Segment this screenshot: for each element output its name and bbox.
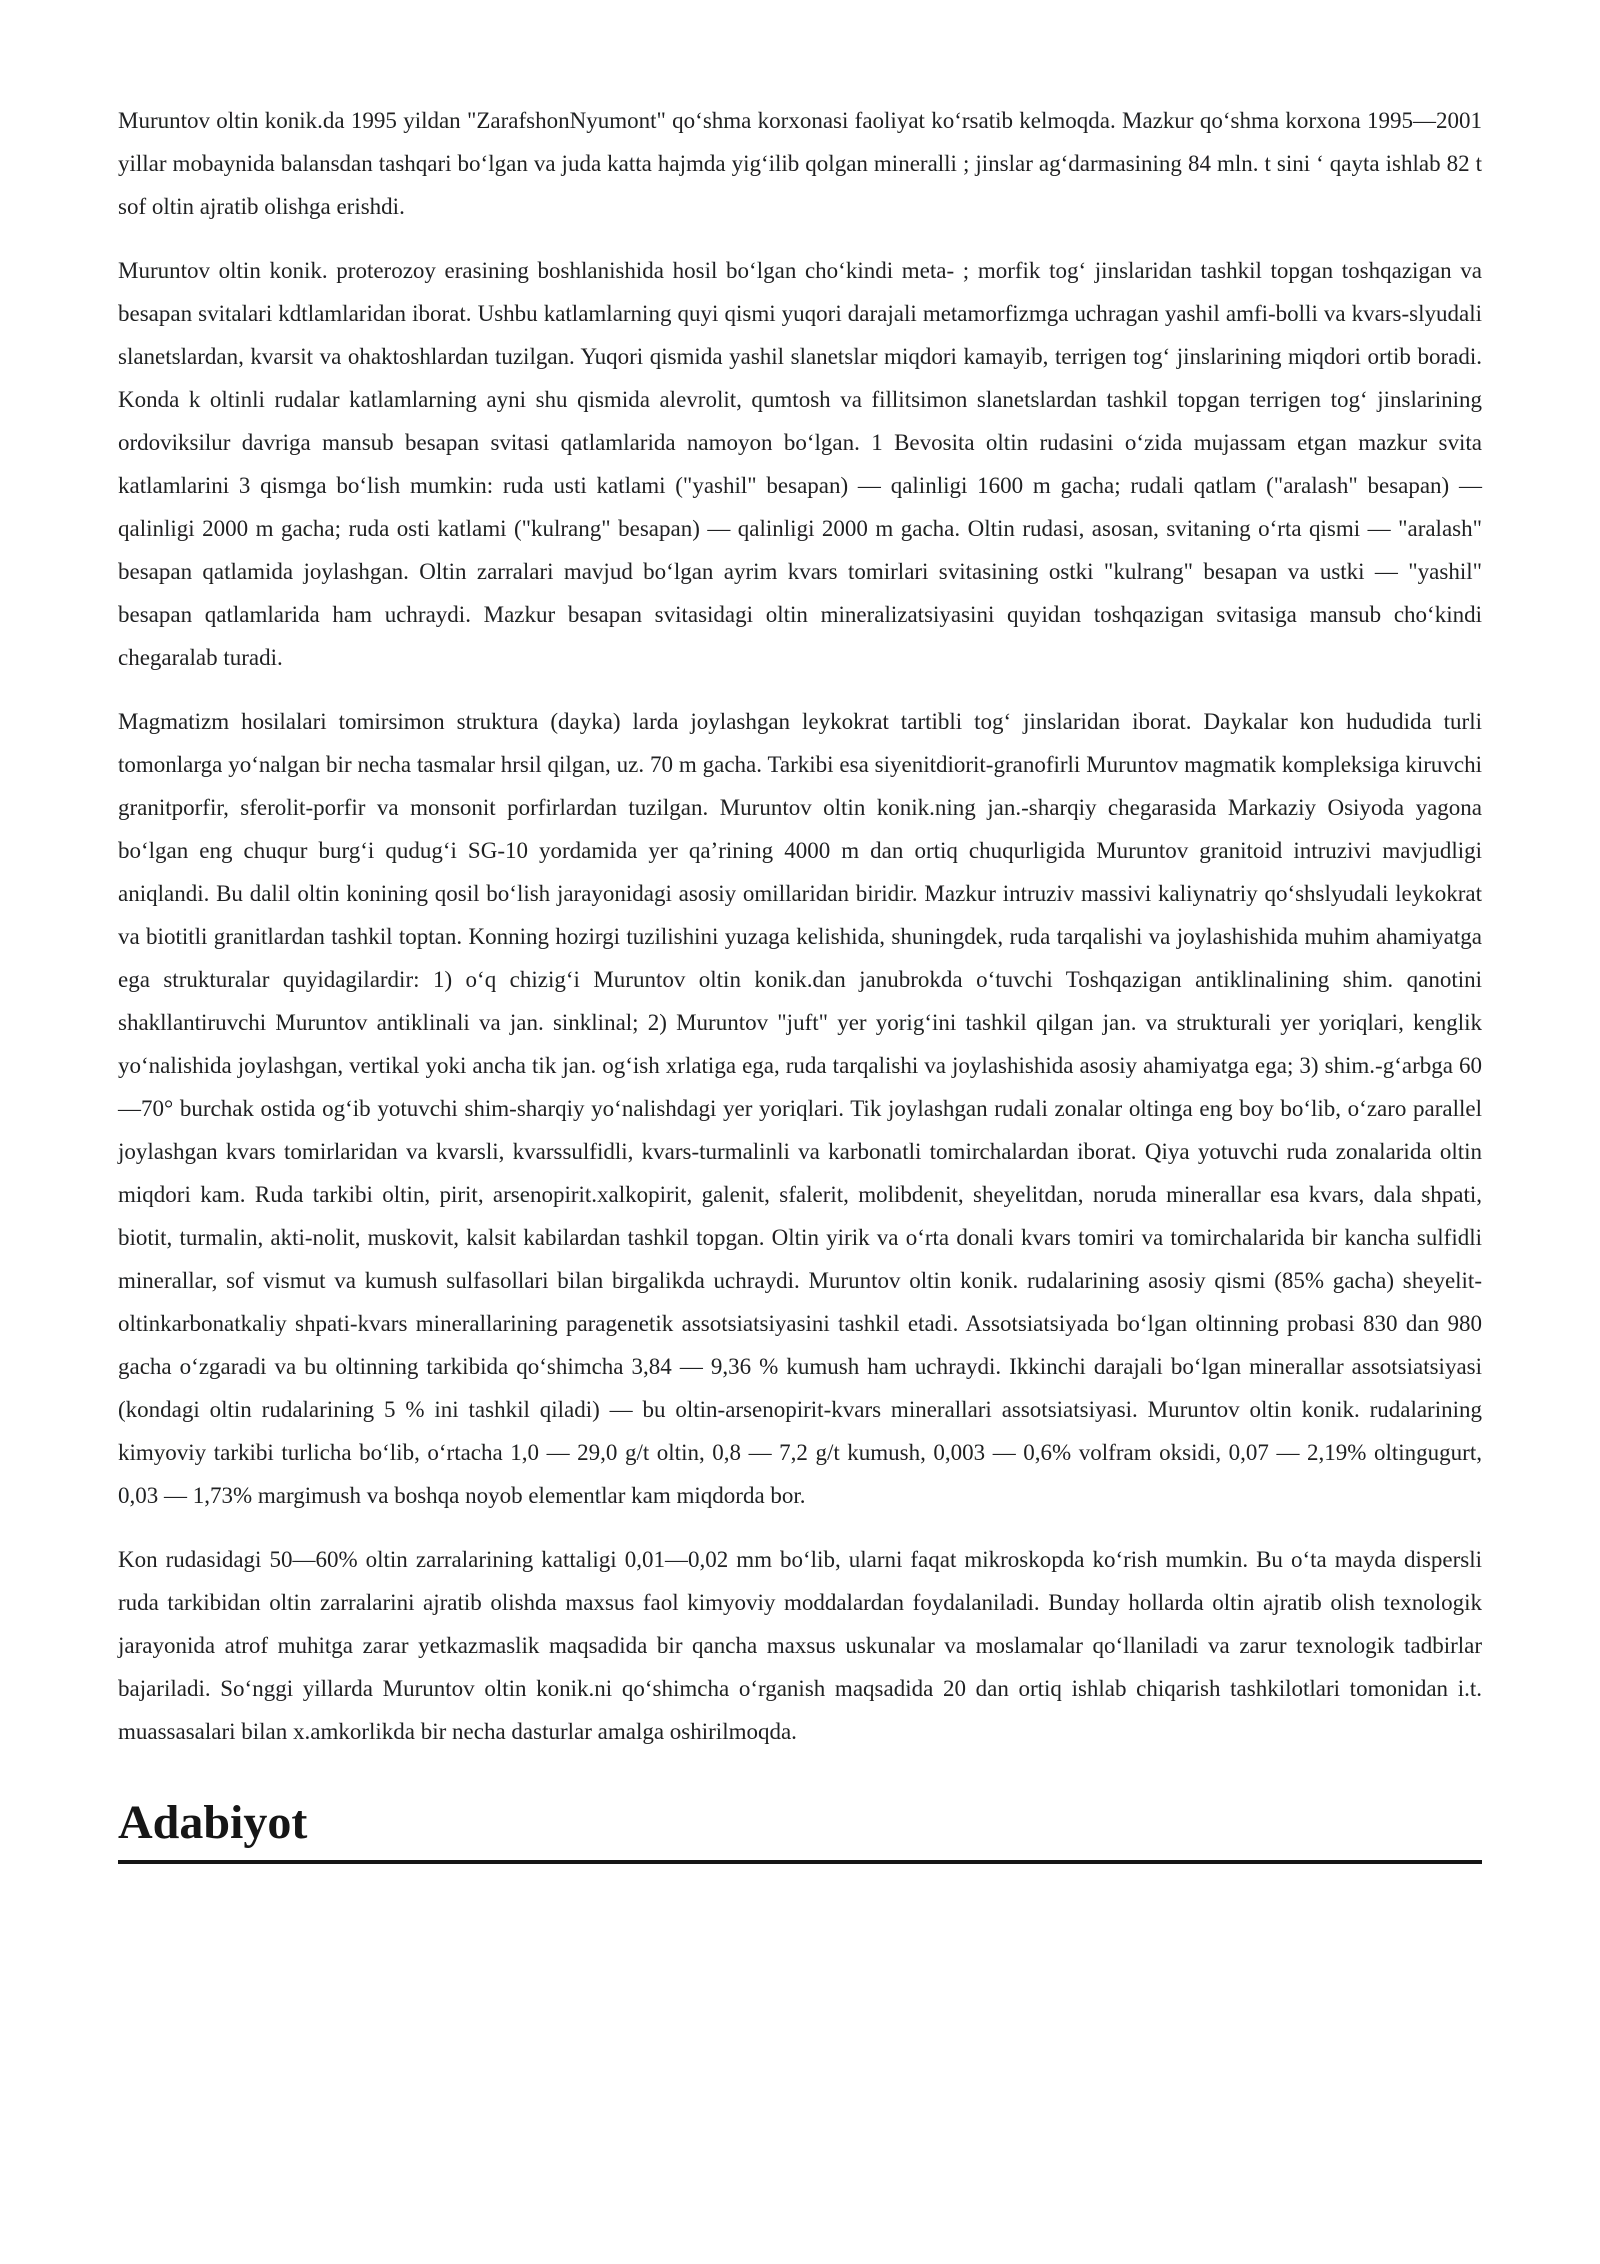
section-heading-adabiyot: Adabiyot [118,1795,1482,1864]
paragraph-joint-venture: Muruntov oltin konik.da 1995 yildan "ZarafshonNyumont" qoʻshma korxonasi faoliyat koʻrsatib kelmoqda. Mazkur qoʻshma korxona 1995—2001 yillar mobaynida balansdan tashqari boʻlgan va juda katta hajmda yigʻilib qolgan mineralli ; jinslar agʻdarmasining 84 mln. t sini ʻ qayta ishlab 82 t sof oltin ajratib olishga erishdi. [118,108,1482,219]
paragraph-ore-processing: Kon rudasidagi 50—60% oltin zarralarining kattaligi 0,01—0,02 mm boʻlib, ularni faqat mikroskopda koʻrish mumkin. Bu oʻta mayda dispersli ruda tarkibidan oltin zarralarini ajratib olishda maxsus faol kimyoviy moddalardan foydalaniladi. Bunday hollarda oltin ajratib olish texnologik jarayonida atrof muhitga zarar yetkazmaslik maqsadida bir qancha maxsus uskunalar va moslamalar qoʻllaniladi va zarur texnologik tadbirlar bajariladi. Soʻnggi yillarda Muruntov oltin konik.ni qoʻshimcha oʻrganish maqsadida 20 dan ortiq ishlab chiqarish tashkilotlari tomonidan i.t. muassasalari bilan x.amkorlikda bir necha dasturlar amalga oshirilmoqda. [118,1547,1482,1744]
article-body [118,99,1482,1864]
paragraph-magmatism-structure: Magmatizm hosilalari tomirsimon struktura (dayka) larda joylashgan leykokrat tartibli togʻ jinslaridan iborat. Daykalar kon hududida turli tomonlarga yoʻnalgan bir necha tasmalar hrsil qilgan, uz. 70 m gacha. Tarkibi esa siyenitdiorit-granofirli Muruntov magmatik kompleksiga kiruvchi granitporfir, sferolit-porfir va monsonit porfirlardan tuzilgan. Muruntov oltin konik.ning jan.-sharqiy chegarasida Markaziy Osiyoda yagona boʻlgan eng chuqur burgʻi qudugʻi SG-10 yordamida yer qaʼrining 4000 m dan ortiq chuqurligida Muruntov granitoid intruzivi mavjudligi aniqlandi. Bu dalil oltin konining qosil boʻlish jarayonidagi asosiy omillaridan biridir. Mazkur intruziv massivi kaliynatriy qoʻshslyudali leykokrat va biotitli granitlardan tashkil toptan. Konning hozirgi tuzilishini yuzaga kelishida, shuningdek, ruda tarqalishi va joylashishida muhim ahamiyatga ega strukturalar quyidagilardir: 1) oʻq chizigʻi Muruntov oltin konik.dan janubrokda oʻtuvchi Toshqazigan antiklinalining shim. qanotini shakllantiruvchi Muruntov antiklinali va jan. sinklinal; 2) Muruntov "juft" yer yorigʻini tashkil qilgan jan. va strukturali yer yoriqlari, kenglik yoʻnalishida joylashgan, vertikal yoki ancha tik jan. ogʻish xrlatiga ega, ruda tarqalishi va joylashishida asosiy ahamiyatga ega; 3) shim.-gʻarbga 60—70° burchak ostida ogʻib yotuvchi shim-sharqiy yoʻnalishdagi yer yoriqlari. Tik joylashgan rudali zonalar oltinga eng boy boʻlib, oʻzaro parallel joylashgan kvars tomirlaridan va kvarsli, kvarssulfidli, kvars-turmalinli va karbonatli tomirchalardan iborat. Qiya yotuvchi ruda zonalarida oltin miqdori kam. Ruda tarkibi oltin, pirit, arsenopirit.xalkopirit, galenit, sfalerit, molibdenit, sheyelitdan, noruda minerallar esa kvars, dala shpati, biotit, turmalin, akti-nolit, muskovit, kalsit kabilardan tashkil topgan. Oltin yirik va oʻrta donali kvars tomiri va tomirchalarida bir kancha sulfidli minerallar, sof vismut va kumush sulfasollari bilan birgalikda uchraydi. Muruntov oltin konik. rudalarining asosiy qismi (85% gacha) sheyelit-oltinkarbonatkaliy shpati-kvars minerallarining paragenetik assotsiatsiyasini tashkil etadi. Assotsiatsiyada boʻlgan oltinning probasi 830 dan 980 gacha oʻzgaradi va bu oltinning tarkibida qoʻshimcha 3,84 — 9,36 % kumush ham uchraydi. Ikkinchi darajali boʻlgan minerallar assotsiatsiyasi (kondagi oltin rudalarining 5 % ini tashkil qiladi) — bu oltin-arsenopirit-kvars minerallari assotsiatsiyasi. Muruntov oltin konik. rudalarining kimyoviy tarkibi turlicha boʻlib, oʻrtacha 1,0 — 29,0 g/t oltin, 0,8 — 7,2 g/t kumush, 0,003 — 0,6% volfram oksidi, 0,07 — 2,19% oltingugurt, 0,03 — 1,73% margimush va boshqa noyob elementlar kam miqdorda bor. [118,709,1482,1508]
paragraph-geology-strata: Muruntov oltin konik. proterozoy erasining boshlanishida hosil boʻlgan choʻkindi meta- ; morfik togʻ jinslaridan tashkil topgan toshqazigan va besapan svitalari kdtlamlaridan iborat. Ushbu katlamlarning quyi qismi yuqori darajali metamorfizmga uchragan yashil amfi-bolli va kvars-slyudali slanetslardan, kvarsit va ohaktoshlardan tuzilgan. Yuqori qismida yashil slanetslar miqdori kamayib, terrigen togʻ jinslarining miqdori ortib boradi. Konda k oltinli rudalar katlamlarning ayni shu qismida alevrolit, qumtosh va fillitsimon slanetslardan tashkil topgan terrigen togʻ jinslarining ordoviksilur davriga mansub besapan svitasi qatlamlarida namoyon boʻlgan. 1 Bevosita oltin rudasini oʻzida mujassam etgan mazkur svita katlamlarini 3 qismga boʻlish mumkin: ruda usti katlami ("yashil" besapan) — qalinligi 1600 m gacha; rudali qatlam ("aralash" besapan) — qalinligi 2000 m gacha; ruda osti katlami ("kulrang" besapan) — qalinligi 2000 m gacha. Oltin rudasi, asosan, svitaning oʻrta qismi — "aralash" besapan qatlamida joylashgan. Oltin zarralari mavjud boʻlgan ayrim kvars tomirlari svitasining ostki "kulrang" besapan va ustki — "yashil" besapan qatlamlarida ham uchraydi. Mazkur besapan svitasidagi oltin mineralizatsiyasini quyidan toshqazigan svitasiga mansub choʻkindi chegaralab turadi. [118,258,1482,670]
